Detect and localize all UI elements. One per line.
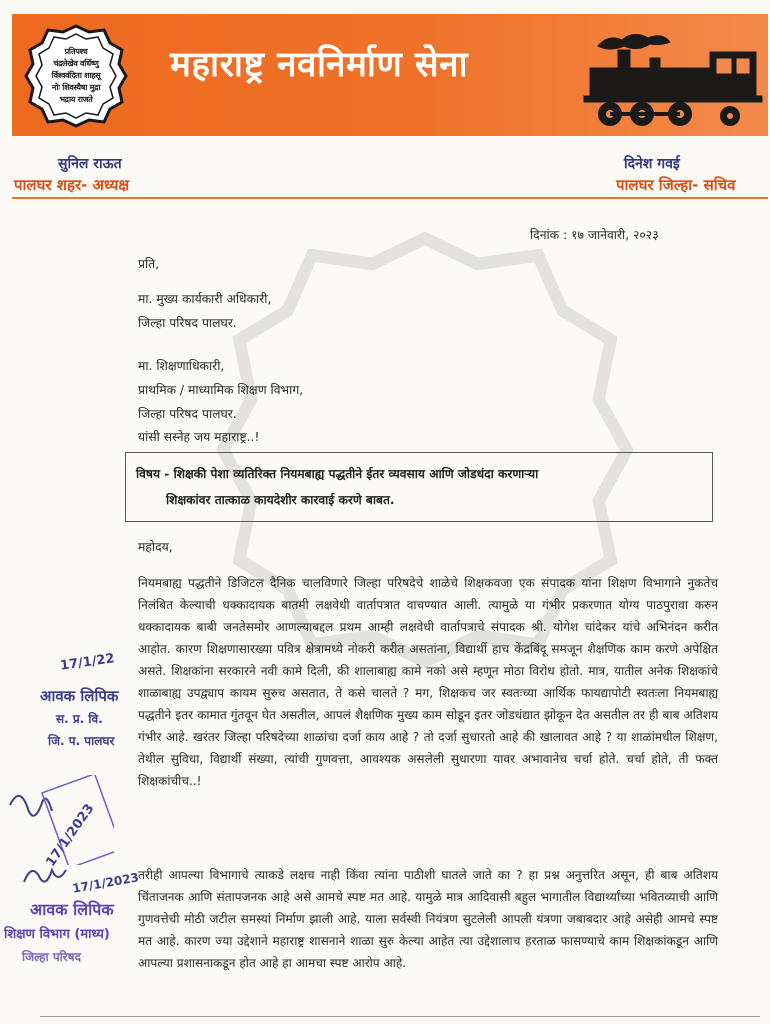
recipient-line: जिल्हा परिषद पालघर. bbox=[138, 316, 237, 330]
seal-line: प्रतिपश्च bbox=[64, 47, 88, 56]
stamp-text: आवक लिपिक bbox=[30, 900, 114, 919]
letter-date: दिनांक : १७ जानेवारी, २०२३ bbox=[530, 228, 659, 242]
party-seal bbox=[24, 24, 128, 128]
salutation: महोदय, bbox=[138, 540, 173, 554]
footer-rule bbox=[40, 1016, 760, 1017]
subject-line: विषय - शिक्षकी पेशा व्यतिरिक्त नियमबाह्य पद्धतीने ईतर व्यवसाय आणि जोडधंदा करणाऱ्या bbox=[136, 467, 539, 481]
railway-engine-icon bbox=[580, 28, 766, 132]
stamp-date: 17/1/2023 bbox=[71, 870, 140, 896]
subject-box bbox=[125, 452, 713, 522]
recipient-line: मा. शिक्षणाधिकारी, bbox=[138, 359, 225, 373]
recipient-line: प्राथमिक / माध्यामिक शिक्षण विभाग, bbox=[138, 383, 304, 397]
greeting-line: यांसी सस्नेह जय महाराष्ट्र..! bbox=[138, 430, 260, 444]
organization-title: महाराष्ट्र नवनिर्माण सेना bbox=[170, 45, 469, 85]
recipient-line: जिल्हा परिषद पालघर. bbox=[138, 407, 237, 421]
seal-line: भद्राय राजते bbox=[59, 95, 93, 104]
recipient-line: मा. मुख्य कार्यकारी अधिकारी, bbox=[138, 292, 272, 306]
stamp-text: जि. प. पालघर bbox=[48, 734, 115, 748]
body-paragraph-1: नियमबाह्य पद्धतीने डिजिटल दैनिक चालविणारे जिल्हा परिषदेचे शाळेचे शिक्षकवजा एक संपादक यांना शिक्षण विभागाने नुकतेच निलंबित केल्याची धक्कादायक बातमी लक्षवेधी वार्तापत्रात वाचण्यात आली. त्यामुळे या गंभीर प्रकरणात योग्य पाठपुरावा करुन धक्कादायक बाबी जनतेसमोर आणल्याबद्दल प्रथम आम्ही लक्षवेधी वार्तापत्राचे संपादक श्री. योगेश चांदेकर यांचे अभिनंदन करीत आहोत. कारण शिक्षणासारख्या पवित्र क्षेत्रामध्ये नोकरी करीत असतांना, विद्यार्थी हाच केंद्रबिंदू समजून शैक्षणिक काम करणे अपेक्षित असते. शिक्षकांना सरकारने नवी कामे दिली, की शालाबाह्य कामे नको असे म्हणून मोठा विरोध होतो. मात्र, यातील अनेक शिक्षकांचे शाळाबाह्य उपद्व्याप कायम सुरुच असतात, ते कसे चालते ? मग, शिक्षकच जर स्वतःच्या आर्थिक फायद्यापोटी स्वतःला नियमबाह्य पद्धतीने इतर कामात गुंतवून घेत असतील, आपलं शैक्षणिक मुख्य काम सोडून इतर जोडधंद्यात झोकून देत असतील तर ही बाब अतिशय गंभीर आहे. खरंतर जिल्हा परिषदेच्या शाळांचा दर्जा काय आहे ? तो दर्जा सुधारतो आहे की खालावत आहे ? या शाळांमधील शिक्षण, तेथील सुविधा, विद्यार्थी संख्या, त्यांची गुणवत्ता, आवश्यक असलेली सुधारणा यावर अभावानेच चर्चा होते. चर्चा होते, ती फक्त शिक्षकांचीच..! bbox=[138, 576, 718, 788]
right-signatory-designation: पालघर जिल्हा- सचिव bbox=[616, 176, 736, 194]
stamp-date: 17/1/2023 bbox=[43, 801, 98, 870]
seal-line: र्विश्ववंदिता शाहसू bbox=[51, 71, 101, 80]
stamp-text: जिल्हा परिषद bbox=[22, 950, 81, 964]
stamp-date: 17/1/22 bbox=[59, 651, 116, 674]
header-rule bbox=[12, 197, 768, 199]
left-signatory-name: सुनिल राऊत bbox=[58, 156, 122, 172]
stamp-text: स. प्र. वि. bbox=[56, 712, 103, 726]
to-label: प्रति, bbox=[138, 257, 160, 271]
seal-line: चंद्रलेखेव वर्धिष्णु bbox=[53, 59, 99, 68]
stamp-text: शिक्षण विभाग (माध्य) bbox=[4, 927, 110, 942]
subject-line: शिक्षकांवर तात्काळ कायदेशीर कारवाई करणे बाबत. bbox=[166, 493, 395, 507]
stamp-text: आवक लिपिक bbox=[40, 687, 119, 705]
body-paragraph-2: तरीही आपल्या विभागाचे त्याकडे लक्षच नाही किंवा त्यांना पाठीशी घातले जाते का ? हा प्रश्न अनुत्तरित असून, ही बाब अतिशय चिंताजनक आणि संतापजनक आहे असे आमचे स्पष्ट मत आहे. यामुळे मात्र आदिवासी बहुल भागातील विद्यार्थ्यांच्या भवितव्याची आणि गुणवत्तेची मोठी जटील समस्यां निर्माण झाली आहे. याला सर्वस्वी नियंत्रण सुटलेली आपली यंत्रणा जबाबदार आहे असेही आमचे स्पष्ट मत आहे. कारण ज्या उद्देशाने महाराष्ट्र शासनाने शाळा सुरु केल्या आहेत त्या उद्देशालाच हरताळ फासण्याचे काम शिक्षकांकडून आणि आपल्या प्रशासनाकडून होत आहे हा आमचा स्पष्ट आरोप आहे. bbox=[138, 868, 718, 970]
right-signatory-name: दिनेश गवई bbox=[624, 156, 680, 172]
left-signatory-designation: पालघर शहर- अध्यक्ष bbox=[14, 176, 130, 194]
seal-line: नोः शिवस्यैषा मुद्रा bbox=[51, 83, 101, 92]
